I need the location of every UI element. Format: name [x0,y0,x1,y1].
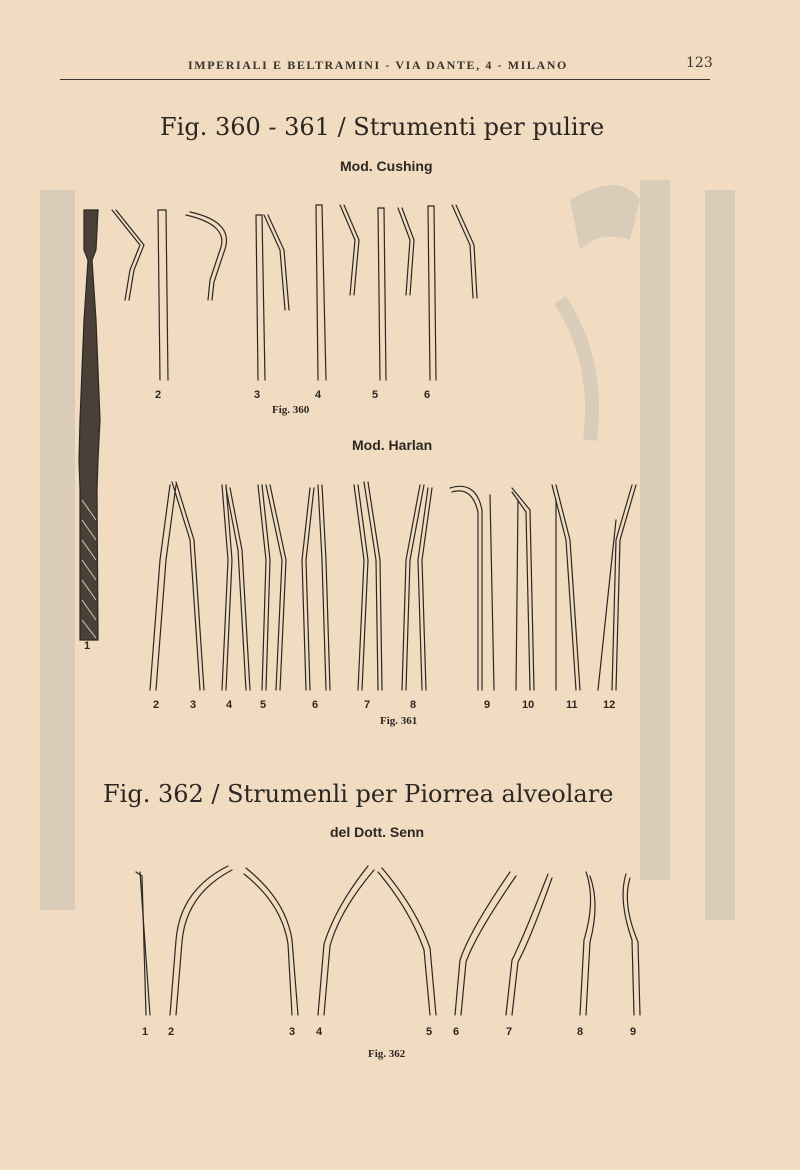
cushing-number-3: 3 [254,389,261,401]
harlan-number-4: 4 [226,699,233,711]
cushing-number-2: 2 [155,389,162,401]
harlan-number-9: 9 [484,699,491,711]
fig360-caption: Fig. 360 [272,404,310,416]
harlan-number-8: 8 [410,699,417,711]
section1-title: Fig. 360 - 361 / Strumenti per pulire [160,113,605,141]
section2-title: Fig. 362 / Strumenli per Piorrea alveolare [103,780,614,808]
piorrea-number-5: 5 [426,1026,433,1038]
harlan-number-2: 2 [153,699,160,711]
handle-number: 1 [84,640,91,652]
piorrea-number-6: 6 [453,1026,460,1038]
piorrea-number-8: 8 [577,1026,584,1038]
section2-subtitle: del Dott. Senn [330,824,425,840]
piorrea-number-3: 3 [289,1026,296,1038]
harlan-number-3: 3 [190,699,197,711]
cushing-number-4: 4 [315,389,322,401]
running-title: IMPERIALI E BELTRAMINI - VIA DANTE, 4 - MILANO [188,58,568,72]
harlan-number-7: 7 [364,699,371,711]
harlan-number-10: 10 [522,699,535,711]
piorrea-number-2: 2 [168,1026,175,1038]
piorrea-number-1: 1 [142,1026,149,1038]
fig361-caption: Fig. 361 [380,715,418,727]
harlan-number-6: 6 [312,699,319,711]
cushing-number-5: 5 [372,389,379,401]
piorrea-number-9: 9 [630,1026,637,1038]
piorrea-number-7: 7 [506,1026,513,1038]
cushing-label: Mod. Cushing [340,158,433,174]
harlan-number-12: 12 [603,699,616,711]
page-number: 123 [686,55,713,71]
harlan-label: Mod. Harlan [352,437,433,453]
cushing-number-6: 6 [424,389,431,401]
harlan-number-11: 11 [566,699,578,711]
piorrea-number-4: 4 [316,1026,323,1038]
fig362-caption: Fig. 362 [368,1048,406,1060]
harlan-number-5: 5 [260,699,267,711]
